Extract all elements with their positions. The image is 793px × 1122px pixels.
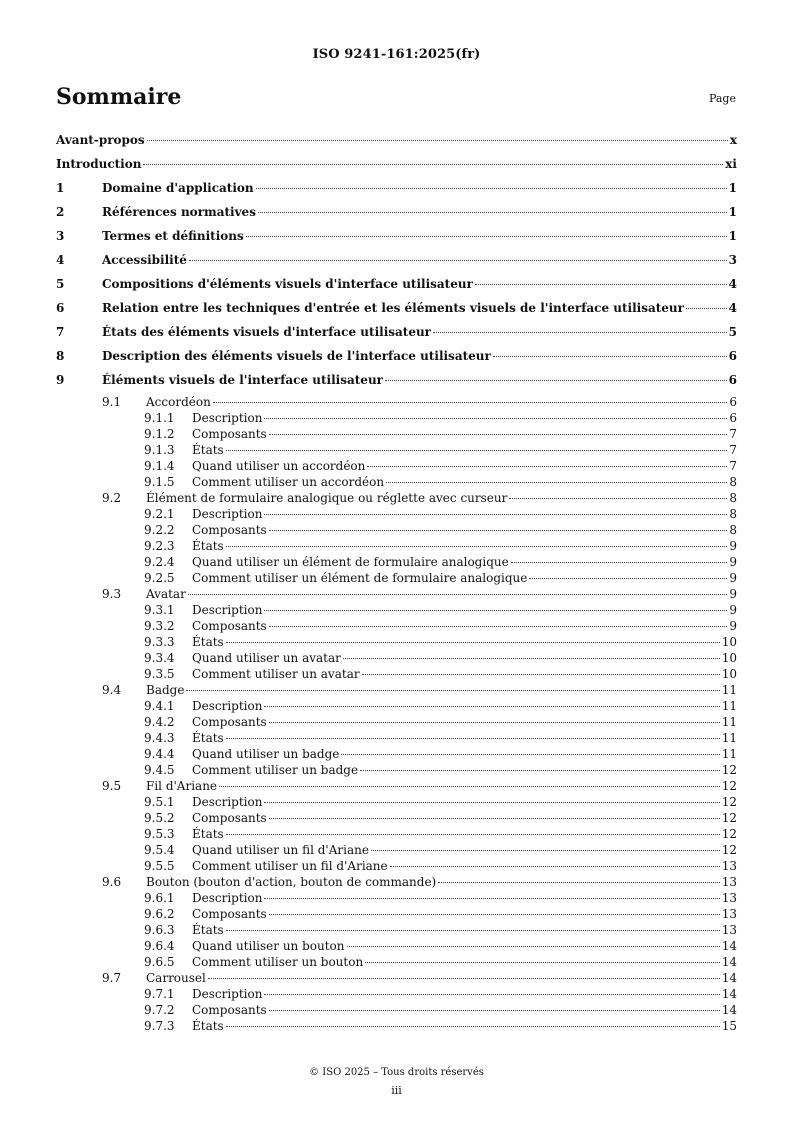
toc-entry[interactable]	[56, 858, 737, 874]
toc-entry[interactable]	[56, 970, 737, 986]
dot-leader	[493, 356, 727, 357]
toc-entry-page: 11	[721, 683, 737, 697]
dot-leader	[390, 866, 720, 867]
dot-leader	[226, 642, 720, 643]
dot-leader	[529, 578, 727, 579]
toc-entry-number: 9.3.4	[144, 651, 175, 665]
dot-leader	[189, 260, 727, 261]
dot-leader	[367, 466, 727, 467]
toc-entry-label: Fil d'Ariane	[146, 779, 218, 793]
toc-entry-number: 9.7.2	[144, 1003, 175, 1017]
toc-entry[interactable]	[56, 922, 737, 938]
table-of-contents	[56, 130, 737, 1034]
toc-entry-page: 4	[728, 301, 737, 315]
toc-entry[interactable]	[56, 442, 737, 458]
toc-entry-page: 11	[721, 731, 737, 745]
toc-entry-number: 9.2	[102, 491, 122, 505]
toc-entry-page: 10	[721, 651, 737, 665]
dot-leader	[264, 418, 727, 419]
toc-entry-number: 9.2.4	[144, 555, 175, 569]
document-header: ISO 9241-161:2025(fr)	[312, 47, 481, 62]
toc-entry[interactable]	[56, 826, 737, 842]
toc-entry[interactable]	[56, 554, 737, 570]
toc-entry-label: Éléments visuels de l'interface utilisateur	[102, 373, 383, 387]
toc-entry-label: Comment utiliser un avatar	[192, 667, 360, 681]
toc-entry[interactable]	[56, 490, 737, 506]
dot-leader	[269, 914, 720, 915]
dot-leader	[385, 380, 727, 381]
toc-entry-label: Avant-propos	[56, 133, 145, 147]
toc-entry-page: xi	[725, 157, 737, 171]
toc-entry[interactable]	[56, 746, 737, 762]
toc-entry-label: Accordéon	[146, 395, 211, 409]
toc-entry-page: 12	[721, 843, 737, 857]
toc-entry-label: États des éléments visuels d'interface utilisateur	[102, 325, 432, 339]
toc-entry-page: 6	[728, 349, 737, 363]
toc-entry[interactable]	[56, 538, 737, 554]
dot-leader	[269, 530, 728, 531]
toc-entry-page: 6	[729, 395, 737, 409]
toc-entry-label: Quand utiliser un accordéon	[192, 459, 366, 473]
toc-entry-label: Introduction	[56, 157, 142, 171]
toc-entry[interactable]	[56, 650, 737, 666]
toc-entry-page: 1	[728, 205, 737, 219]
toc-entry-label: Composants	[192, 1003, 267, 1017]
toc-entry-label: Composants	[192, 811, 267, 825]
toc-entry-page: 12	[721, 779, 737, 793]
toc-entry[interactable]	[56, 250, 737, 274]
toc-entry-page: 5	[728, 325, 737, 339]
toc-entry[interactable]	[56, 954, 737, 970]
toc-entry-label: États	[192, 635, 224, 649]
toc-entry-label: Description	[192, 987, 263, 1001]
toc-entry-label: Relation entre les techniques d'entrée et les éléments visuels de l'interface utilisateur	[102, 301, 684, 315]
dot-leader	[246, 236, 727, 237]
toc-entry[interactable]	[56, 986, 737, 1002]
toc-entry[interactable]	[56, 714, 737, 730]
toc-entry-number: 9.7.1	[144, 987, 175, 1001]
toc-entry-page: 9	[729, 603, 737, 617]
dot-leader	[188, 594, 728, 595]
toc-entry[interactable]	[56, 346, 737, 370]
toc-entry-page: 14	[721, 939, 737, 953]
page-number: iii	[391, 1084, 402, 1097]
toc-entry-page: 13	[721, 891, 737, 905]
dot-leader	[360, 770, 720, 771]
toc-entry-page: 14	[721, 987, 737, 1001]
toc-entry-label: Description	[192, 507, 263, 521]
toc-entry-label: États	[192, 731, 224, 745]
toc-entry-page: 8	[729, 523, 737, 537]
toc-entry-number: 3	[56, 229, 65, 243]
toc-entry[interactable]	[56, 666, 737, 682]
dot-leader	[686, 308, 727, 309]
toc-entry[interactable]	[56, 426, 737, 442]
toc-entry-number: 9.3.3	[144, 635, 175, 649]
toc-entry-label: Quand utiliser un bouton	[192, 939, 345, 953]
toc-entry-number: 9.7	[102, 971, 122, 985]
toc-entry-number: 9.6.4	[144, 939, 175, 953]
toc-entry[interactable]	[56, 202, 737, 226]
toc-entry[interactable]	[56, 794, 737, 810]
toc-entry[interactable]	[56, 274, 737, 298]
dot-leader	[438, 882, 719, 883]
toc-entry[interactable]	[56, 474, 737, 490]
dot-leader	[264, 802, 719, 803]
toc-entry-page: 10	[721, 667, 737, 681]
toc-entry-page: 11	[721, 699, 737, 713]
toc-entry-number: 9.5.5	[144, 859, 175, 873]
toc-entry-number: 5	[56, 277, 65, 291]
toc-entry-page: 8	[729, 507, 737, 521]
toc-entry[interactable]	[56, 586, 737, 602]
toc-entry-number: 7	[56, 325, 65, 339]
toc-entry-label: Comment utiliser un élément de formulaire analogique	[192, 571, 528, 585]
toc-entry-number: 9.6.1	[144, 891, 175, 905]
toc-entry-page: 6	[729, 411, 737, 425]
toc-entry[interactable]	[56, 698, 737, 714]
toc-entry-page: 14	[721, 955, 737, 969]
toc-entry[interactable]	[56, 1018, 737, 1034]
toc-entry[interactable]	[56, 298, 737, 322]
toc-entry[interactable]	[56, 890, 737, 906]
toc-entry-number: 9.5	[102, 779, 122, 793]
dot-leader	[264, 514, 727, 515]
toc-entry[interactable]	[56, 730, 737, 746]
toc-entry-label: Description	[192, 699, 263, 713]
toc-entry-label: Description	[192, 603, 263, 617]
dot-leader	[147, 140, 728, 141]
toc-entry-page: 7	[729, 427, 737, 441]
dot-leader	[213, 402, 728, 403]
toc-entry[interactable]	[56, 178, 737, 202]
toc-entry-page: 14	[721, 971, 737, 985]
dot-leader	[365, 962, 720, 963]
toc-entry-label: Description des éléments visuels de l'interface utilisateur	[102, 349, 491, 363]
toc-entry-label: Comment utiliser un fil d'Ariane	[192, 859, 388, 873]
toc-entry-page: 9	[729, 539, 737, 553]
toc-entry-page: 4	[728, 277, 737, 291]
toc-entry-label: Accessibilité	[102, 253, 187, 267]
toc-entry[interactable]	[56, 682, 737, 698]
toc-entry[interactable]	[56, 762, 737, 778]
toc-entry-label: Description	[192, 411, 263, 425]
toc-entry-page: 11	[721, 715, 737, 729]
toc-entry-number: 9.3.2	[144, 619, 175, 633]
toc-entry-number: 9.5.4	[144, 843, 175, 857]
toc-entry-page: x	[729, 133, 737, 147]
dot-leader	[269, 626, 728, 627]
toc-entry-page: 13	[721, 907, 737, 921]
page-title: Sommaire	[56, 84, 182, 110]
toc-entry-number: 9.6.3	[144, 923, 175, 937]
toc-entry-number: 9.4.5	[144, 763, 175, 777]
toc-entry-page: 6	[728, 373, 737, 387]
dot-leader	[371, 850, 720, 851]
toc-entry-page: 9	[729, 587, 737, 601]
toc-entry-number: 9.2.5	[144, 571, 175, 585]
toc-entry-number: 9.2.2	[144, 523, 175, 537]
toc-entry-label: Quand utiliser un fil d'Ariane	[192, 843, 369, 857]
dot-leader	[143, 164, 723, 165]
dot-leader	[269, 1010, 720, 1011]
toc-entry[interactable]	[56, 906, 737, 922]
toc-entry[interactable]	[56, 394, 737, 410]
toc-entry-page: 15	[721, 1019, 737, 1033]
toc-entry-number: 6	[56, 301, 65, 315]
dot-leader	[347, 946, 720, 947]
toc-entry[interactable]	[56, 634, 737, 650]
dot-leader	[226, 1026, 720, 1027]
toc-entry-number: 9.6.5	[144, 955, 175, 969]
toc-entry-number: 9.1.4	[144, 459, 175, 473]
toc-entry-label: Comment utiliser un bouton	[192, 955, 364, 969]
toc-entry-label: Badge	[146, 683, 185, 697]
dot-leader	[433, 332, 727, 333]
toc-entry-label: États	[192, 923, 224, 937]
dot-leader	[264, 610, 727, 611]
toc-entry[interactable]	[56, 130, 737, 154]
toc-entry-label: États	[192, 443, 224, 457]
dot-leader	[264, 898, 719, 899]
dot-leader	[226, 450, 728, 451]
toc-entry-label: Description	[192, 891, 263, 905]
dot-leader	[269, 722, 720, 723]
toc-entry-label: Compositions d'éléments visuels d'interface utilisateur	[102, 277, 473, 291]
toc-entry-label: Bouton (bouton d'action, bouton de commande)	[146, 875, 437, 889]
toc-entry-page: 12	[721, 827, 737, 841]
toc-entry-label: Domaine d'application	[102, 181, 254, 195]
toc-entry-page: 7	[729, 459, 737, 473]
dot-leader	[258, 212, 727, 213]
toc-entry-number: 9.1.5	[144, 475, 175, 489]
toc-entry-number: 9.5.3	[144, 827, 175, 841]
toc-entry[interactable]	[56, 570, 737, 586]
toc-entry-number: 4	[56, 253, 65, 267]
dot-leader	[269, 818, 720, 819]
toc-entry-number: 9	[56, 373, 65, 387]
toc-entry-page: 11	[721, 747, 737, 761]
toc-entry[interactable]	[56, 410, 737, 426]
toc-entry[interactable]	[56, 226, 737, 250]
toc-entry-number: 8	[56, 349, 65, 363]
toc-entry-label: Composants	[192, 427, 267, 441]
toc-entry-number: 9.6	[102, 875, 122, 889]
toc-entry-label: Comment utiliser un badge	[192, 763, 359, 777]
toc-entry-number: 9.1.3	[144, 443, 175, 457]
toc-entry-label: États	[192, 539, 224, 553]
toc-entry-page: 12	[721, 795, 737, 809]
toc-entry-number: 9.4.1	[144, 699, 175, 713]
dot-leader	[386, 482, 727, 483]
dot-leader	[226, 546, 728, 547]
toc-entry-page: 12	[721, 811, 737, 825]
dot-leader	[208, 978, 720, 979]
toc-entry-page: 1	[728, 229, 737, 243]
toc-entry-label: États	[192, 827, 224, 841]
toc-entry-number: 9.1.2	[144, 427, 175, 441]
toc-entry[interactable]	[56, 874, 737, 890]
toc-entry-label: Quand utiliser un avatar	[192, 651, 341, 665]
toc-entry-number: 9.4.2	[144, 715, 175, 729]
dot-leader	[362, 674, 720, 675]
toc-entry-page: 14	[721, 1003, 737, 1017]
toc-entry-label: Composants	[192, 907, 267, 921]
toc-entry-number: 9.6.2	[144, 907, 175, 921]
toc-entry-number: 9.7.3	[144, 1019, 175, 1033]
toc-entry-number: 9.4.3	[144, 731, 175, 745]
toc-entry[interactable]	[56, 458, 737, 474]
toc-entry[interactable]	[56, 322, 737, 346]
toc-entry-number: 9.4	[102, 683, 122, 697]
toc-entry-number: 1	[56, 181, 65, 195]
toc-entry-label: Comment utiliser un accordéon	[192, 475, 385, 489]
toc-entry-page: 13	[721, 875, 737, 889]
page-column-label: Page	[708, 92, 736, 105]
dot-leader	[226, 738, 720, 739]
toc-entry-page: 9	[729, 555, 737, 569]
dot-leader	[511, 562, 728, 563]
toc-entry-page: 9	[729, 571, 737, 585]
dot-leader	[186, 690, 719, 691]
toc-entry[interactable]	[56, 506, 737, 522]
toc-entry[interactable]	[56, 842, 737, 858]
dot-leader	[219, 786, 720, 787]
dot-leader	[256, 188, 727, 189]
toc-entry-page: 1	[728, 181, 737, 195]
toc-entry-number: 9.2.3	[144, 539, 175, 553]
toc-entry[interactable]	[56, 602, 737, 618]
toc-entry-label: Description	[192, 795, 263, 809]
toc-entry-page: 12	[721, 763, 737, 777]
toc-entry-number: 9.2.1	[144, 507, 175, 521]
dot-leader	[226, 930, 720, 931]
toc-entry-label: Composants	[192, 715, 267, 729]
toc-entry-label: Composants	[192, 619, 267, 633]
toc-entry-page: 8	[729, 491, 737, 505]
toc-entry[interactable]	[56, 1002, 737, 1018]
toc-entry-label: Carrousel	[146, 971, 206, 985]
dot-leader	[475, 284, 727, 285]
toc-entry-label: Composants	[192, 523, 267, 537]
dot-leader	[264, 994, 719, 995]
toc-entry-number: 9.5.2	[144, 811, 175, 825]
toc-entry-page: 10	[721, 635, 737, 649]
dot-leader	[226, 834, 720, 835]
toc-entry[interactable]	[56, 778, 737, 794]
dot-leader	[264, 706, 719, 707]
toc-entry-number: 9.3.5	[144, 667, 175, 681]
toc-entry[interactable]	[56, 938, 737, 954]
toc-entry-number: 9.5.1	[144, 795, 175, 809]
dot-leader	[269, 434, 728, 435]
toc-entry-number: 9.1	[102, 395, 122, 409]
toc-entry-page: 13	[721, 859, 737, 873]
toc-entry[interactable]	[56, 522, 737, 538]
dot-leader	[343, 658, 720, 659]
toc-entry-label: États	[192, 1019, 224, 1033]
toc-entry-number: 9.1.1	[144, 411, 175, 425]
toc-entry-label: Élément de formulaire analogique ou réglette avec curseur	[146, 491, 508, 505]
dot-leader	[509, 498, 727, 499]
toc-entry-page: 8	[729, 475, 737, 489]
dot-leader	[341, 754, 719, 755]
toc-entry-page: 7	[729, 443, 737, 457]
toc-entry-page: 13	[721, 923, 737, 937]
toc-entry-label: Termes et définitions	[102, 229, 244, 243]
toc-entry-label: Quand utiliser un élément de formulaire analogique	[192, 555, 509, 569]
toc-entry-page: 9	[729, 619, 737, 633]
toc-entry-number: 9.3	[102, 587, 122, 601]
toc-entry[interactable]	[56, 154, 737, 178]
copyright-notice: © ISO 2025 – Tous droits réservés	[309, 1067, 484, 1078]
toc-entry-label: Avatar	[146, 587, 186, 601]
toc-entry[interactable]	[56, 618, 737, 634]
toc-entry[interactable]	[56, 370, 737, 394]
toc-entry-number: 9.3.1	[144, 603, 175, 617]
toc-entry-number: 2	[56, 205, 65, 219]
toc-entry-page: 3	[728, 253, 737, 267]
toc-entry-label: Quand utiliser un badge	[192, 747, 340, 761]
toc-entry-label: Références normatives	[102, 205, 256, 219]
toc-entry-number: 9.4.4	[144, 747, 175, 761]
toc-entry[interactable]	[56, 810, 737, 826]
